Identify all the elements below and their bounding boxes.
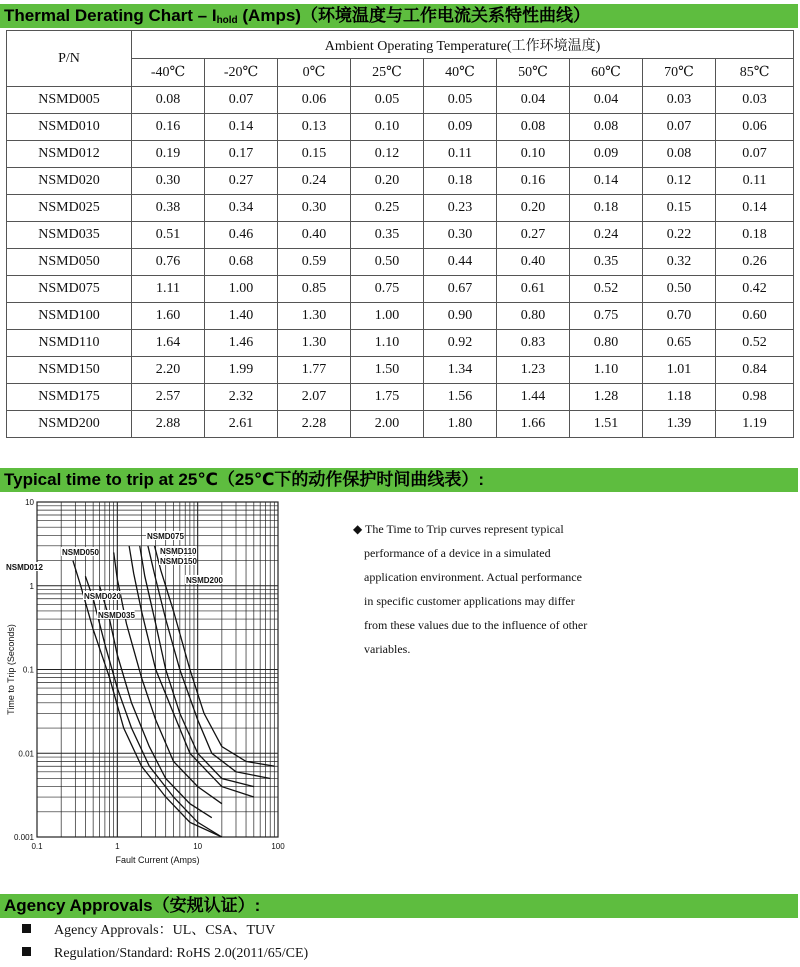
current-value-cell: 0.09 (570, 141, 643, 168)
current-value-cell: 0.20 (497, 195, 570, 222)
y-axis-label: Time to Trip (Seconds) (6, 624, 16, 715)
current-value-cell: 0.85 (278, 276, 351, 303)
approval-text: Agency Approvals：UL、CSA、TUV (54, 923, 276, 938)
temperature-header: 40℃ (424, 59, 497, 87)
current-value-cell: 0.07 (205, 87, 278, 114)
current-value-cell: 0.40 (497, 249, 570, 276)
part-number-cell: NSMD110 (7, 330, 132, 357)
current-value-cell: 1.51 (570, 411, 643, 438)
current-value-cell: 1.56 (424, 384, 497, 411)
part-number-cell: NSMD020 (7, 168, 132, 195)
temperature-header: 60℃ (570, 59, 643, 87)
table-row (7, 87, 794, 114)
current-value-cell: 1.34 (424, 357, 497, 384)
current-value-cell: 0.38 (132, 195, 205, 222)
part-number-cell: NSMD175 (7, 384, 132, 411)
derating-table (6, 30, 794, 438)
curve-label: NSMD035 (98, 611, 135, 620)
current-value-cell: 1.19 (716, 411, 794, 438)
current-value-cell: 2.57 (132, 384, 205, 411)
current-value-cell: 0.35 (351, 222, 424, 249)
trip-note-line: in specific customer applications may differ (364, 594, 575, 608)
current-value-cell: 1.30 (278, 330, 351, 357)
current-value-cell: 0.08 (570, 114, 643, 141)
table-row (7, 303, 794, 330)
current-value-cell: 1.11 (132, 276, 205, 303)
current-value-cell: 0.10 (351, 114, 424, 141)
current-value-cell: 0.50 (643, 276, 716, 303)
bullet-square-icon (22, 947, 31, 956)
curve-label: NSMD110 (160, 547, 197, 556)
current-value-cell: 1.28 (570, 384, 643, 411)
current-value-cell: 0.04 (570, 87, 643, 114)
current-value-cell: 0.15 (278, 141, 351, 168)
part-number-cell: NSMD200 (7, 411, 132, 438)
current-value-cell: 0.05 (351, 87, 424, 114)
current-value-cell: 1.30 (278, 303, 351, 330)
current-value-cell: 0.46 (205, 222, 278, 249)
curve-label: NSMD020 (84, 592, 121, 601)
current-value-cell: 1.18 (643, 384, 716, 411)
current-value-cell: 0.07 (716, 141, 794, 168)
current-value-cell: 2.32 (205, 384, 278, 411)
current-value-cell: 0.14 (205, 114, 278, 141)
current-value-cell: 0.30 (424, 222, 497, 249)
current-value-cell: 0.80 (570, 330, 643, 357)
table-row (7, 411, 794, 438)
part-number-cell: NSMD150 (7, 357, 132, 384)
current-value-cell: 0.20 (351, 168, 424, 195)
current-value-cell: 0.61 (497, 276, 570, 303)
derating-title-text: Thermal Derating Chart – I (4, 6, 217, 25)
current-value-cell: 0.52 (716, 330, 794, 357)
part-number-cell: NSMD100 (7, 303, 132, 330)
part-number-cell: NSMD075 (7, 276, 132, 303)
current-value-cell: 0.08 (643, 141, 716, 168)
current-value-cell: 1.66 (497, 411, 570, 438)
current-value-cell: 0.16 (497, 168, 570, 195)
x-axis-label: Fault Current (Amps) (115, 855, 200, 865)
current-value-cell: 0.84 (716, 357, 794, 384)
current-value-cell: 0.70 (643, 303, 716, 330)
curve-label: NSMD200 (186, 576, 223, 585)
current-value-cell: 0.65 (643, 330, 716, 357)
current-value-cell: 0.76 (132, 249, 205, 276)
current-value-cell: 0.17 (205, 141, 278, 168)
current-value-cell: 0.15 (643, 195, 716, 222)
temperature-group-header: Ambient Operating Temperature(工作环境温度) (132, 31, 794, 59)
curve-label: NSMD050 (62, 548, 99, 557)
current-value-cell: 1.10 (351, 330, 424, 357)
current-value-cell: 0.68 (205, 249, 278, 276)
temperature-header: 25℃ (351, 59, 424, 87)
current-value-cell: 2.61 (205, 411, 278, 438)
current-value-cell: 0.27 (497, 222, 570, 249)
current-value-cell: 0.03 (716, 87, 794, 114)
current-value-cell: 1.50 (351, 357, 424, 384)
current-value-cell: 1.23 (497, 357, 570, 384)
current-value-cell: 2.88 (132, 411, 205, 438)
current-value-cell: 0.14 (570, 168, 643, 195)
current-value-cell: 0.14 (716, 195, 794, 222)
current-value-cell: 0.27 (205, 168, 278, 195)
current-value-cell: 0.30 (278, 195, 351, 222)
current-value-cell: 0.83 (497, 330, 570, 357)
temperature-header: 50℃ (497, 59, 570, 87)
current-value-cell: 0.07 (643, 114, 716, 141)
current-value-cell: 0.35 (570, 249, 643, 276)
current-value-cell: 1.00 (351, 303, 424, 330)
current-value-cell: 0.42 (716, 276, 794, 303)
current-value-cell: 0.34 (205, 195, 278, 222)
current-value-cell: 0.52 (570, 276, 643, 303)
table-row (7, 168, 794, 195)
current-value-cell: 0.06 (278, 87, 351, 114)
current-value-cell: 1.01 (643, 357, 716, 384)
current-value-cell: 2.00 (351, 411, 424, 438)
approval-item (22, 943, 308, 965)
current-value-cell: 0.12 (643, 168, 716, 195)
current-value-cell: 0.18 (716, 222, 794, 249)
current-value-cell: 0.75 (351, 276, 424, 303)
part-number-cell: NSMD010 (7, 114, 132, 141)
derating-table-body (7, 87, 794, 438)
approvals-section-title: Agency Approvals（安规认证）: (0, 894, 798, 918)
current-value-cell: 0.22 (643, 222, 716, 249)
temperature-header: -20℃ (205, 59, 278, 87)
current-value-cell: 0.25 (351, 195, 424, 222)
table-row (7, 141, 794, 168)
current-value-cell: 0.24 (278, 168, 351, 195)
trip-section-title: Typical time to trip at 25℃（25℃下的动作保护时间曲线表）: (0, 468, 798, 492)
temperature-header: -40℃ (132, 59, 205, 87)
current-value-cell: 0.11 (716, 168, 794, 195)
current-value-cell: 0.75 (570, 303, 643, 330)
temperature-header: 0℃ (278, 59, 351, 87)
current-value-cell: 1.60 (132, 303, 205, 330)
approval-item (22, 920, 275, 942)
current-value-cell: 1.80 (424, 411, 497, 438)
trip-note (353, 517, 633, 661)
current-value-cell: 0.09 (424, 114, 497, 141)
table-row (7, 195, 794, 222)
current-value-cell: 0.16 (132, 114, 205, 141)
current-value-cell: 0.12 (351, 141, 424, 168)
part-number-cell: NSMD005 (7, 87, 132, 114)
trip-note-line: application environment. Actual performance (364, 570, 582, 584)
curve-label: NSMD012 (6, 563, 43, 572)
current-value-cell: 2.28 (278, 411, 351, 438)
current-value-cell: 0.59 (278, 249, 351, 276)
trip-note-line: ◆ The Time to Trip curves represent typical (353, 522, 564, 536)
table-row (7, 276, 794, 303)
current-value-cell: 1.39 (643, 411, 716, 438)
current-value-cell: 0.30 (132, 168, 205, 195)
current-value-cell: 0.44 (424, 249, 497, 276)
current-value-cell: 0.90 (424, 303, 497, 330)
y-tick-label: 0.01 (18, 749, 34, 759)
part-number-cell: NSMD025 (7, 195, 132, 222)
current-value-cell: 1.44 (497, 384, 570, 411)
x-tick-label: 1 (115, 842, 120, 851)
current-value-cell: 0.08 (132, 87, 205, 114)
approval-text: Regulation/Standard: RoHS 2.0(2011/65/CE) (54, 946, 309, 961)
current-value-cell: 0.92 (424, 330, 497, 357)
curve-label: NSMD150 (160, 557, 197, 566)
table-row (7, 114, 794, 141)
table-row (7, 384, 794, 411)
current-value-cell: 0.18 (424, 168, 497, 195)
current-value-cell: 1.64 (132, 330, 205, 357)
part-number-cell: NSMD035 (7, 222, 132, 249)
current-value-cell: 0.51 (132, 222, 205, 249)
table-row (7, 330, 794, 357)
current-value-cell: 0.26 (716, 249, 794, 276)
x-tick-label: 10 (193, 842, 203, 851)
current-value-cell: 0.18 (570, 195, 643, 222)
current-value-cell: 0.60 (716, 303, 794, 330)
y-tick-label: 0.001 (13, 833, 34, 842)
x-tick-label: 100 (271, 842, 285, 851)
temperature-header: 70℃ (643, 59, 716, 87)
current-value-cell: 0.40 (278, 222, 351, 249)
current-value-cell: 1.40 (205, 303, 278, 330)
temperature-header: 85℃ (716, 59, 794, 87)
current-value-cell: 0.05 (424, 87, 497, 114)
y-tick-label: 0.1 (22, 665, 34, 675)
current-value-cell: 1.75 (351, 384, 424, 411)
current-value-cell: 0.13 (278, 114, 351, 141)
current-value-cell: 0.80 (497, 303, 570, 330)
x-tick-label: 0.1 (31, 842, 43, 851)
current-value-cell: 0.03 (643, 87, 716, 114)
current-value-cell: 0.24 (570, 222, 643, 249)
table-row (7, 222, 794, 249)
trip-note-line: from these values due to the influence of other (364, 618, 588, 632)
table-row (7, 357, 794, 384)
current-value-cell: 0.23 (424, 195, 497, 222)
current-value-cell: 0.98 (716, 384, 794, 411)
trip-note-line: performance of a device in a simulated (364, 546, 551, 560)
table-row (7, 249, 794, 276)
current-value-cell: 0.11 (424, 141, 497, 168)
trip-note-line: variables. (364, 642, 411, 656)
curve-label: NSMD075 (147, 532, 184, 541)
current-value-cell: 1.10 (570, 357, 643, 384)
pn-header: P/N (7, 31, 132, 87)
current-value-cell: 2.20 (132, 357, 205, 384)
derating-section-title (0, 4, 798, 28)
bullet-square-icon (22, 924, 31, 933)
current-value-cell: 0.32 (643, 249, 716, 276)
part-number-cell: NSMD050 (7, 249, 132, 276)
current-value-cell: 1.99 (205, 357, 278, 384)
current-value-cell: 1.00 (205, 276, 278, 303)
current-value-cell: 0.67 (424, 276, 497, 303)
current-value-cell: 0.10 (497, 141, 570, 168)
trip-time-chart (0, 492, 300, 872)
current-value-cell: 1.46 (205, 330, 278, 357)
current-value-cell: 0.08 (497, 114, 570, 141)
part-number-cell: NSMD012 (7, 141, 132, 168)
y-tick-label: 10 (25, 498, 34, 507)
current-value-cell: 0.06 (716, 114, 794, 141)
derating-title-subscript: hold (216, 15, 238, 26)
y-tick-label: 1 (29, 581, 34, 591)
current-value-cell: 2.07 (278, 384, 351, 411)
derating-title-rest: (Amps)（环境温度与工作电流关系特性曲线） (237, 6, 590, 25)
current-value-cell: 0.04 (497, 87, 570, 114)
current-value-cell: 1.77 (278, 357, 351, 384)
current-value-cell: 0.50 (351, 249, 424, 276)
current-value-cell: 0.19 (132, 141, 205, 168)
